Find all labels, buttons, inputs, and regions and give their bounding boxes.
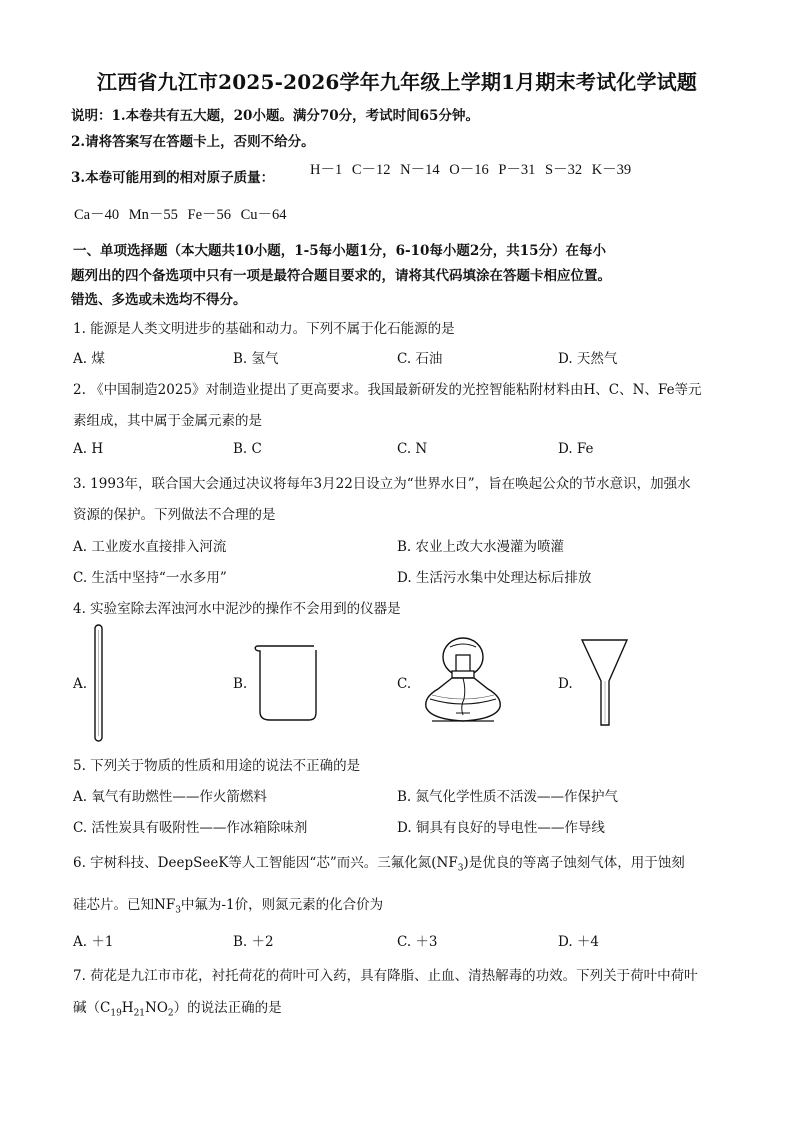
formula-c: C: [100, 1000, 111, 1016]
question-6-text-d: 中氟为-1价，则氮元素的化合价为: [180, 897, 384, 913]
question-1-stem: 1. 能源是人类文明进步的基础和动力。下列不属于化石能源的是: [73, 321, 455, 337]
question-4-stem: 4. 实验室除去浑浊河水中泥沙的操作不会用到的仪器是: [73, 601, 401, 617]
formula-nf3: [436, 855, 464, 874]
glass-rod-icon: [92, 624, 106, 744]
formula-h-sub: 21: [133, 1008, 146, 1019]
question-6-option-d: D. ＋4: [558, 934, 600, 950]
question-1-option-d: D. 天然气: [558, 351, 618, 367]
question-6-option-c: C. ＋3: [397, 934, 438, 950]
question-6-option-a: A. ＋1: [73, 934, 114, 950]
question-2-option-d: D. Fe: [558, 441, 594, 457]
formula-nf3-second-main: NF: [154, 897, 176, 913]
question-1-option-b: B. 氢气: [233, 351, 279, 367]
question-4-option-c: C.: [397, 676, 412, 692]
question-5-option-b: B. 氮气化学性质不活泼——作保护气: [397, 789, 619, 805]
formula-c-sub: 19: [110, 1008, 122, 1019]
question-5-option-d: D. 铜具有良好的导电性——作导线: [397, 820, 605, 836]
question-3-option-c: C. 生活中坚持“一水多用”: [73, 570, 227, 586]
question-5-option-a: A. 氧气有助燃性——作火箭燃料: [73, 789, 267, 805]
question-1-option-c: C. 石油: [397, 351, 443, 367]
formula-nf3-sub: 3: [457, 863, 464, 874]
question-2-option-c: C. N: [397, 441, 428, 457]
alcohol-lamp-icon: [420, 633, 504, 731]
question-6-stem-line-2: [73, 893, 383, 916]
question-2-stem-line-2: 素组成，其中属于金属元素的是: [73, 413, 262, 429]
question-4-option-a: A.: [73, 676, 88, 692]
question-7-stem-line-1: 7. 荷花是九江市市花，衬托荷花的荷叶可入药，具有降脂、止血、清热解毒的功效。下列关于荷叶中荷叶: [73, 968, 698, 984]
question-3-option-a: A. 工业废水直接排入河流: [73, 539, 227, 555]
formula-h: H: [121, 1000, 134, 1016]
question-5-option-c: C. 活性炭具有吸附性——作冰箱除味剂: [73, 820, 308, 836]
atomic-masses-row-2: Ca－40 Mn－55 Fe－56 Cu－64: [74, 207, 287, 223]
question-4-option-d: D.: [558, 676, 573, 692]
question-4-option-b: B.: [233, 676, 248, 692]
question-2-option-b: B. C: [233, 441, 262, 457]
question-5-stem: 5. 下列关于物质的性质和用途的说法不正确的是: [73, 758, 361, 774]
question-2-option-a: A. H: [73, 441, 104, 457]
funnel-icon: [580, 637, 630, 729]
question-3-option-d: D. 生活污水集中处理达标后排放: [397, 570, 592, 586]
section-1-heading-line-2: 题列出的四个备选项中只有一项是最符合题目要求的，请将其代码填涂在答题卡相应位置。: [71, 268, 611, 284]
formula-no-sub: 2: [167, 1008, 174, 1019]
question-1-option-a: A. 煤: [73, 351, 105, 367]
page-title: 江西省九江市2025-2026学年九年级上学期1月期末考试化学试题: [96, 70, 698, 94]
question-3-stem-line-2: 资源的保护。下列做法不合理的是: [73, 507, 276, 523]
instruction-line-1: 说明：1.本卷共有五大题，20小题。满分70分，考试时间65分钟。: [71, 108, 479, 124]
formula-nf3-second: [154, 897, 181, 916]
question-6-text-b: )是优良的等离子蚀刻气体，用于蚀刻: [463, 855, 685, 871]
section-1-heading-line-1: 一、单项选择题（本大题共10小题，1-5每小题1分，6-10每小题2分，共15分）在每小: [73, 243, 607, 259]
question-3-option-b: B. 农业上改大水漫灌为喷灌: [397, 539, 565, 555]
question-6-text-a: 6. 宇树科技、DeepSeeK等人工智能因“芯”而兴。三氟化氮(: [73, 855, 437, 871]
question-2-stem-line-1: 2. 《中国制造2025》对制造业提出了更高要求。我国最新研发的光控智能粘附材料由H、C、N、Fe等元: [73, 382, 702, 398]
instruction-line-3-label: 3.本卷可能用到的相对原子质量：: [71, 170, 275, 186]
formula-nf3-main: NF: [436, 855, 458, 871]
question-6-text-c: 硅芯片。已知: [73, 897, 154, 913]
section-1-heading-line-3: 错选、多选或未选均不得分。: [71, 292, 247, 308]
beaker-icon: [252, 642, 322, 722]
question-7-text-b: ）的说法正确的是: [173, 1000, 282, 1016]
question-7-stem-line-2: [73, 996, 282, 1019]
question-6-option-b: B. ＋2: [233, 934, 274, 950]
question-7-text-a: 碱（: [73, 1000, 100, 1016]
formula-nf3-second-sub: 3: [175, 905, 181, 916]
formula-no: NO: [145, 1000, 168, 1016]
question-6-stem-line-1: [73, 851, 685, 874]
atomic-masses-row-1: H－1 C－12 N－14 O－16 P－31 S－32 K－39: [310, 162, 632, 178]
question-3-stem-line-1: 3. 1993年，联合国大会通过决议将每年3月22日设立为“世界水日”，旨在唤起公众的节水意识，加强水: [73, 476, 691, 492]
formula-c19h21no2: [100, 1000, 174, 1019]
instruction-line-2: 2.请将答案写在答题卡上，否则不给分。: [71, 134, 315, 150]
